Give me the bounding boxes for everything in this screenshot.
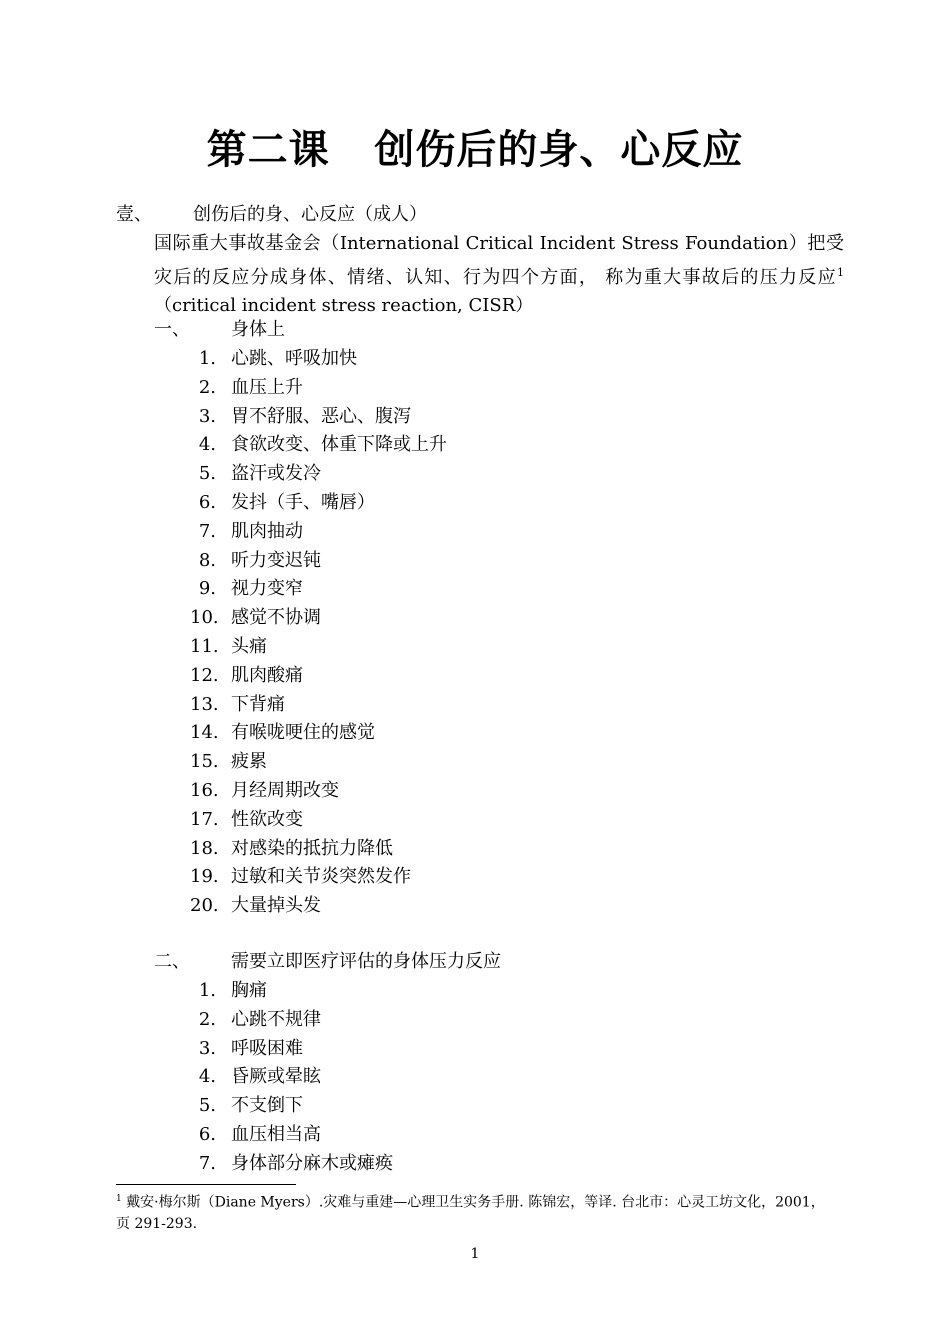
page-title: 第二课 创伤后的身、心反应	[206, 127, 744, 173]
list-item-text: 呼吸困难	[231, 1037, 303, 1059]
list-item-text: 下背痛	[231, 693, 285, 715]
list-item-text: 性欲改变	[231, 808, 303, 830]
list-item-number: 7.	[198, 520, 216, 542]
list-item-text: 血压上升	[231, 376, 303, 398]
list-item-number: 3.	[198, 405, 216, 427]
list-item-text: 心跳、呼吸加快	[231, 348, 357, 369]
sub1-marker: 一、	[154, 319, 190, 340]
list-item-number: 15.	[190, 751, 219, 773]
list-item-text: 过敏和关节炎突然发作	[231, 866, 411, 888]
list-item-number: 20.	[190, 895, 219, 917]
list-item-text: 血压相当高	[231, 1124, 321, 1145]
footnote-separator	[116, 1184, 296, 1185]
list-item-number: 8.	[198, 549, 216, 571]
sub2-heading: 需要立即医疗评估的身体压力反应	[231, 951, 501, 972]
list-item-text: 感觉不协调	[231, 607, 321, 629]
sub2-marker: 二、	[154, 951, 190, 972]
list-item-text: 发抖（手、嘴唇）	[231, 492, 375, 513]
list-item-number: 2.	[198, 1008, 216, 1030]
list-item-text: 盗汗或发冷	[231, 463, 321, 485]
list-item-number: 17.	[190, 808, 219, 830]
page-number: 1	[470, 1246, 480, 1262]
footnote	[116, 1189, 836, 1235]
list-item-text: 头痛	[231, 636, 267, 657]
list-item-number: 3.	[198, 1037, 216, 1059]
list-item-number: 5.	[198, 1095, 216, 1117]
list-item-number: 4.	[198, 434, 216, 456]
section1-heading: 创伤后的身、心反应（成人）	[193, 204, 427, 225]
intro-paragraph	[154, 230, 844, 321]
footnote-marker: 1	[116, 1194, 122, 1204]
intro-text: 国际重大事故基金会（International Critical Incident Stress Foundation）把受灾后的反应分成身体、情绪、认知、行为四个方面， 称为重大事故后的压力反应	[154, 233, 844, 288]
list-item-number: 19.	[190, 866, 219, 888]
list-item-number: 14.	[190, 722, 219, 744]
list-item-number: 11.	[190, 636, 219, 657]
section1-marker: 壹、	[116, 204, 152, 225]
list-item-text: 身体部分麻木或瘫痪	[231, 1152, 393, 1174]
list-item-text: 对感染的抵抗力降低	[231, 837, 393, 859]
list-item-number: 12.	[190, 664, 219, 686]
list-item-number: 9.	[198, 578, 216, 600]
list-item-text: 不支倒下	[231, 1095, 303, 1117]
list-item-number: 2.	[198, 376, 216, 398]
list-item-number: 13.	[190, 693, 219, 715]
footnote-reference: 1	[837, 265, 844, 279]
list-item-text: 心跳不规律	[231, 1008, 321, 1030]
list-item-text: 食欲改变、体重下降或上升	[231, 434, 447, 456]
list-item-text: 视力变窄	[231, 578, 303, 600]
list-item-number: 7.	[198, 1152, 216, 1174]
footnote-text: 戴安·梅尔斯（Diane Myers）.灾难与重建—心理卫生实务手册. 陈锦宏，等译. 台北市：心灵工坊文化，2001，页 291-293.	[116, 1194, 825, 1232]
list-item-number: 18.	[190, 837, 219, 859]
list-item-text: 肌肉酸痛	[231, 664, 303, 686]
list-item-text: 昏厥或晕眩	[231, 1066, 321, 1088]
list-item-text: 大量掉头发	[231, 895, 321, 917]
list-item-number: 1.	[198, 980, 216, 1001]
list-item-number: 5.	[198, 463, 216, 485]
list-item-number: 10.	[190, 607, 219, 629]
list-item-number: 6.	[198, 1124, 216, 1145]
list-item-text: 疲累	[231, 751, 267, 773]
list-item-number: 4.	[198, 1066, 216, 1088]
list-item-number: 16.	[190, 780, 219, 801]
intro-text-continued: （critical incident stress reaction, CISR）	[154, 295, 534, 316]
list-item-number: 1.	[198, 348, 216, 369]
list-item-number: 6.	[198, 492, 216, 513]
list-item-text: 肌肉抽动	[231, 520, 303, 542]
list-item-text: 有喉咙哽住的感觉	[231, 722, 375, 744]
list-item-text: 听力变迟钝	[231, 549, 321, 571]
list-item-text: 胸痛	[231, 980, 267, 1001]
list-item-text: 月经周期改变	[231, 780, 339, 801]
sub1-heading: 身体上	[231, 319, 285, 340]
list-item-text: 胃不舒服、恶心、腹泻	[231, 405, 411, 427]
